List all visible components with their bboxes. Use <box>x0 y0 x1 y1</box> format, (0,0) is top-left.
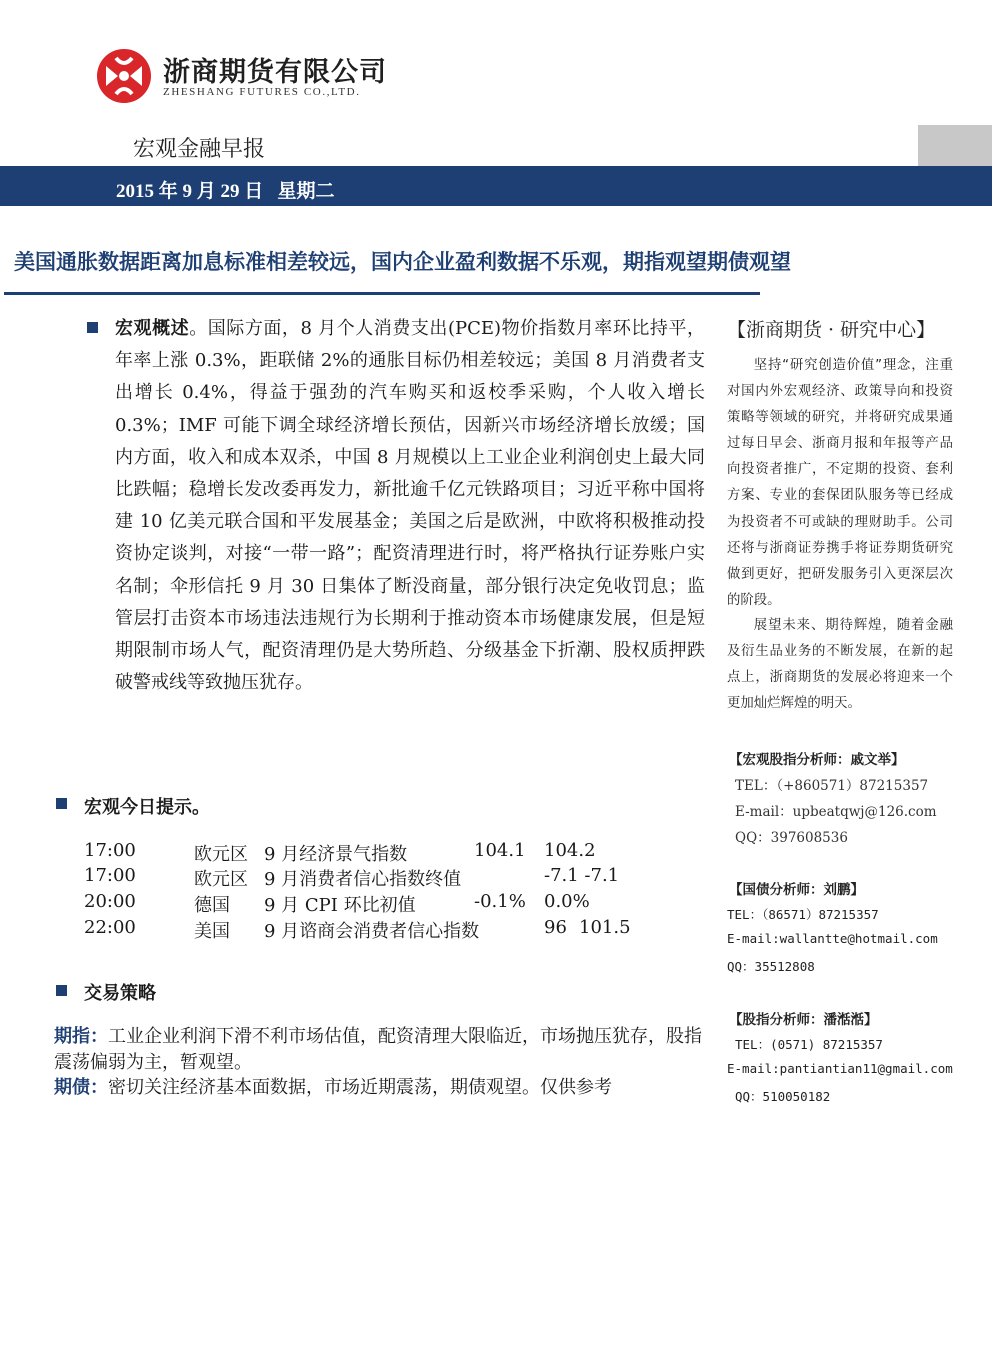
futures-strategy: 期指：工业企业利润下滑不利市场估值，配资清理大限临近，市场抛压犹存，股指震荡偏弱为主，暂观望。 <box>54 1026 702 1073</box>
analyst-qq: QQ：510050182 <box>735 1089 831 1104</box>
report-date: 2015 年 9 月 29 日 星期二 <box>116 181 335 202</box>
headline: 美国通胀数据距离加息标准相差较远，国内企业盈利数据不乐观，期指观望期债观望 <box>14 250 791 274</box>
headline-divider <box>4 292 760 295</box>
analyst-email[interactable]: E-mail：upbeatqwj@126.com <box>735 804 937 820</box>
bullet-square-icon <box>87 322 98 333</box>
sidebar-outlook-paragraph: 展望未来、期待辉煌，随着金融及衍生品业务的不断发展，在新的起点上，浙商期货的发展必将迎来一个更加灿烂辉煌的明天。 <box>727 618 953 712</box>
bullet-square-icon <box>56 798 67 809</box>
macro-overview-paragraph: 宏观概述。国际方面，8 月个人消费支出(PCE)物价指数月率环比持平，年率上涨 0.3%，距联储 2%的通胀目标仍相差较远；美国 8 月消费者支出增长 0.4%，得益于强劲的汽车购买和返校季采购，个人收入增长 0.3%；IMF 可能下调全球经济增长预估，因新兴市场经济增长放缓；国内方面，收入和成本双杀，中国 8 月规模以上工业企业利润创史上最大同比跌幅；稳增长发改委再发力，新批逾千亿元铁路项目；习近平称中国将建 10 亿美元联合国和平发展基金；美国之后是欧洲，中欧将积极推动投资协定谈判，对接“一带一路”；配资清理进行时，将严格执行证券账户实名制；伞形信托 9 月 30 日集体了断没商量，部分银行决定免收罚息；监管层打击资本市场违法违规行为长期利于推动资本市场健康发展，但是短期限制市场人气，配资清理仍是大势所趋、分级基金下折潮、股权质押跌破警戒线等致抛压犹存。 <box>115 318 706 694</box>
strategy-title: 交易策略 <box>84 983 156 1004</box>
bond-strategy: 期债：密切关注经济基本面数据，市场近期震荡，期债观望。仅供参考 <box>54 1077 612 1098</box>
today-tips-title: 宏观今日提示。 <box>84 797 210 818</box>
report-title: 宏观金融早报 <box>133 137 266 162</box>
analyst-email[interactable]: E-mail:pantiantian11@gmail.com <box>727 1061 953 1076</box>
analyst-email[interactable]: E-mail:wallantte@hotmail.com <box>727 931 938 946</box>
analyst-tel: TEL：(0571) 87215357 <box>735 1037 883 1052</box>
company-logo-icon <box>96 48 152 104</box>
sidebar-title: 【浙商期货 · 研究中心】 <box>727 319 936 341</box>
analyst-tel: TEL：（+860571）87215357 <box>735 778 929 794</box>
company-name-cn: 浙商期货有限公司 <box>163 57 387 88</box>
company-name-en: ZHESHANG FUTURES CO.,LTD. <box>163 86 361 98</box>
analyst-tel: TEL：（86571）87215357 <box>727 907 879 922</box>
analyst-heading: 【股指分析师：潘湉湉】 <box>729 1012 878 1028</box>
header-accent-block <box>918 125 992 166</box>
analyst-qq: QQ：397608536 <box>735 830 848 846</box>
analyst-qq: QQ：35512808 <box>727 959 815 974</box>
analyst-heading: 【宏观股指分析师：戚文举】 <box>729 752 905 768</box>
sidebar-intro-paragraph: 坚持“研究创造价值”理念，注重对国内外宏观经济、政策导向和投资策略等领域的研究，并将研究成果通过每日早会、浙商月报和年报等产品向投资者推广，不定期的投资、套利方案、专业的套保团队服务等已经成为投资者不可或缺的理财助手。公司还将与浙商证券携手将证券期货研究做到更好，把研发服务引入更深层次的阶段。 <box>727 358 953 608</box>
analyst-heading: 【国债分析师：刘鹏】 <box>729 882 864 898</box>
bullet-square-icon <box>56 985 67 996</box>
